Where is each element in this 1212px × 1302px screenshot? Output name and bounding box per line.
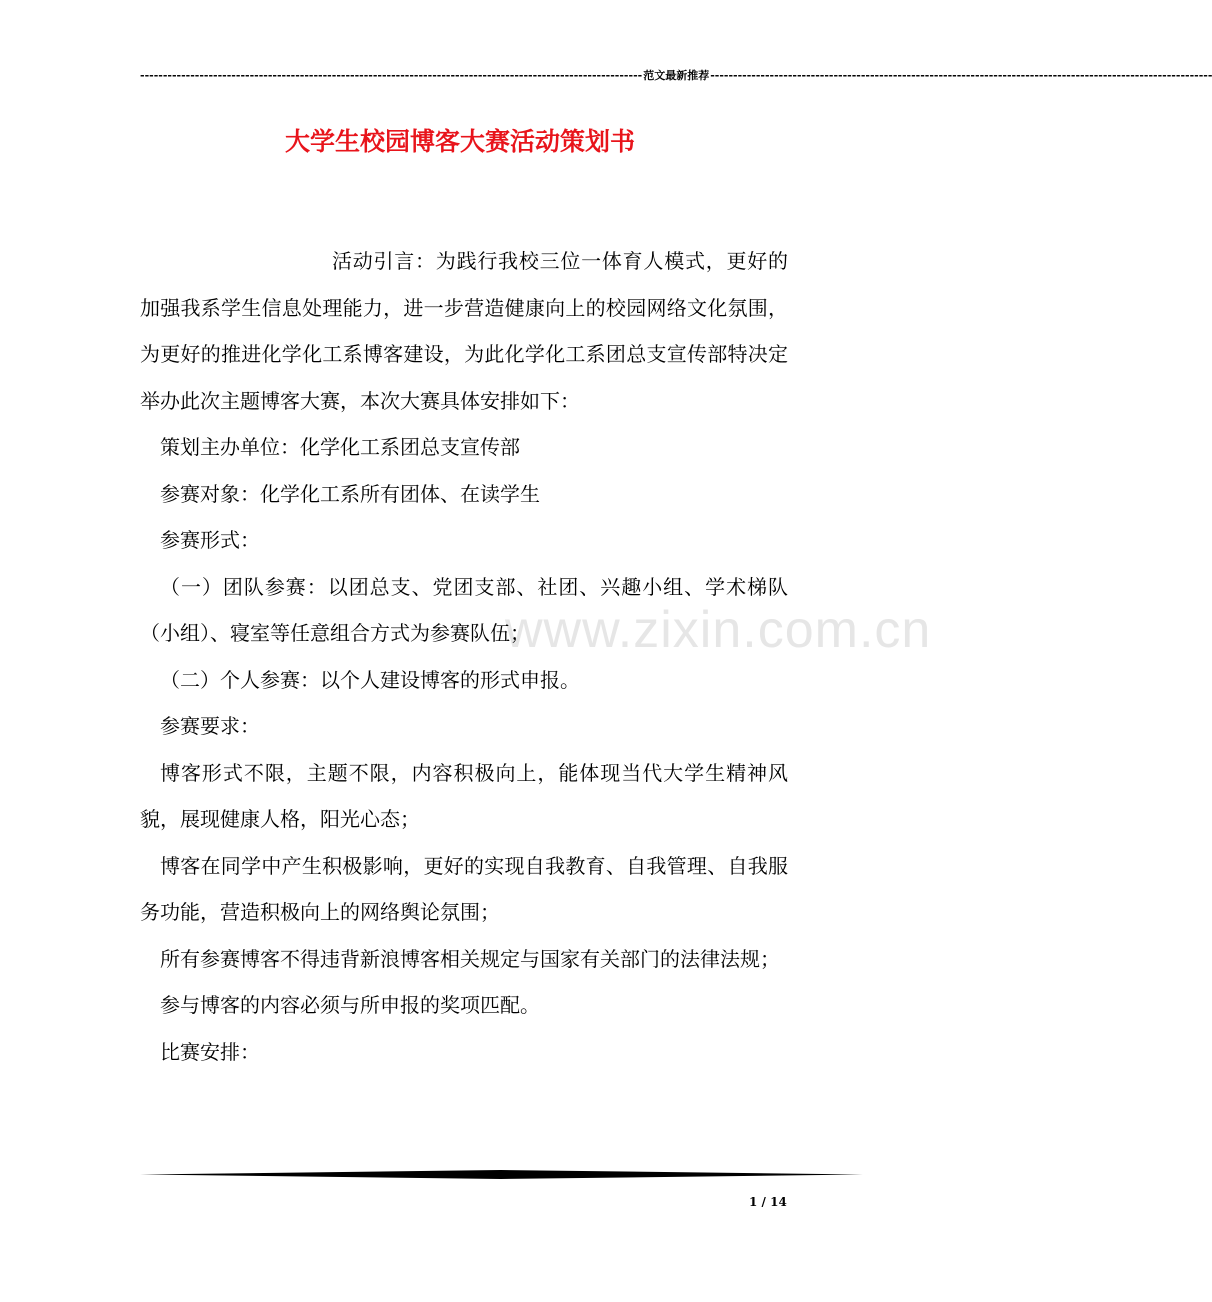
paragraph-format-heading: 参赛形式： (160, 528, 260, 552)
paragraph-requirement-4: 参与博客的内容必须与所申报的奖项匹配。 (160, 993, 540, 1017)
paragraph-requirement-2: 博客在同学中产生积极影响，更好的实现自我教育、自我管理、自我服务功能，营造积极向上的网络舆论氛围； (140, 853, 788, 924)
document-title: 大学生校园博客大赛活动策划书 (284, 127, 635, 156)
header-label: 范文最新推荐 (643, 69, 710, 82)
paragraph-intro: 活动引言：为践行我校三位一体育人模式，更好的加强我系学生信息处理能力，进一步营造健康向上的校园网络文化氛围，为更好的推进化学化工系博客建设，为此化学化工系团总支宣传部特决定举办此次主题博客大赛，本次大赛具体安排如下： (140, 249, 788, 413)
paragraph-organizer: 策划主办单位：化学化工系团总支宣传部 (160, 435, 520, 459)
paragraph-schedule-heading: 比赛安排： (160, 1039, 260, 1064)
header-dash-right: -------------------------------------------------------------------------------------------------------------- (710, 69, 1212, 82)
paragraph-requirement-1: 博客形式不限，主题不限，内容积极向上，能体现当代大学生精神风貌，展现健康人格，阳光心态； (140, 760, 788, 831)
page-number: 1 / 14 (749, 1195, 787, 1209)
paragraph-team-entry: （一）团队参赛：以团总支、党团支部、社团、兴趣小组、学术梯队（小组）、寝室等任意组合方式为参赛队伍； (140, 574, 788, 645)
watermark: www.zixin.com.cn (505, 601, 932, 659)
page-header (140, 68, 1212, 84)
paragraph-individual-entry: （二）个人参赛：以个人建设博客的形式申报。 (160, 667, 580, 692)
paragraph-requirement-3: 所有参赛博客不得违背新浪博客相关规定与国家有关部门的法律法规； (160, 946, 780, 971)
header-dash-left: -------------------------------------------------------------------------------------------------------------- (140, 69, 643, 82)
paragraph-requirements-heading: 参赛要求： (160, 714, 260, 738)
paragraph-participants: 参赛对象：化学化工系所有团体、在读学生 (160, 481, 540, 506)
document-body (140, 238, 788, 1075)
footer-rule (140, 1170, 863, 1179)
